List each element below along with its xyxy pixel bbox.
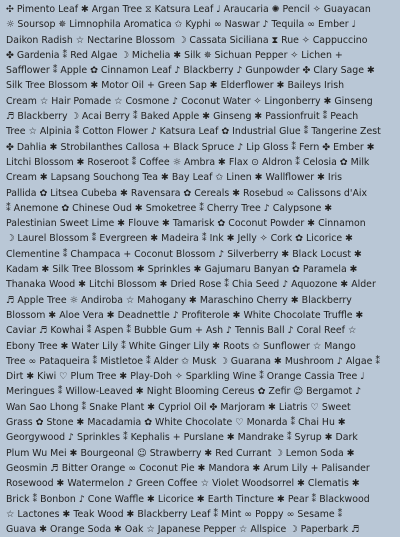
text-line: Blossom ✱ Aloe Vera ✱ Deadnettle ♪ Profiterole ✱ White Chocolate Truffle ✱ [6, 309, 364, 321]
text-line: ✣ Pimento Leaf ✱ Argan Tree ⧖ Katsura Leaf ♩ Araucaria ✺ Pencil ✧ Guayacan [6, 4, 371, 15]
text-line: Brick ⁑ Bonbon ♪ Cone Waffle ✱ Licorice ✱ Earth Tincture ✱ Pear ⁑ Blackwood [6, 493, 370, 505]
text-line: Clementine ⁑ Champaca + Coconut Blossom ♪ Silverberry ✱ Black Locust ✱ [6, 248, 362, 260]
text-line: Rosewood ✱ Watermelon ♪ Green Coffee ☆ Violet Woodsorrel ✱ Clematis ✱ [6, 478, 360, 490]
text-line: ☽ Laurel Blossom ⁑ Evergreen ✱ Madeira ⁑ Ink ✱ Jelly ✧ Cork ✿ Licorice ✱ [6, 233, 353, 245]
text-line: Plum Wu Mei ✱ Bourgeonal ☺ Strawberry ✱ Red Currant ☽ Lemon Soda ✱ [6, 447, 355, 459]
text-line: Silk Tree Blossom ✱ Motor Oil + Green Sap ✱ Elderflower ✱ Baileys Irish [6, 80, 345, 92]
text-line: Ebony Tree ✱ Water Lily ⁑ White Ginger Lily ✱ Roots ✩ Sunflower ☆ Mango [6, 340, 356, 352]
text-line: Georgywood ♪ Sprinkles ⁑ Kephalis + Purslane ✱ Mandrake ⁑ Syrup ✱ Dark [6, 432, 358, 444]
ingredient-word-list [6, 2, 398, 536]
text-line: Geosmin ♬ Bitter Orange ∞ Coconut Pie ✱ Mandora ✱ Arum Lily + Palisander [6, 462, 370, 474]
text-line: ✤ Dahlia ✱ Strobilanthes Callosa + Black Spruce ♪ Lip Gloss ⁑ Fern ✤ Ember ✱ [6, 141, 375, 153]
text-line: Guava ✱ Orange Soda ✱ Oak ☆ Japanese Pepper ☆ Allspice ☽ Paperbark ♬ [6, 524, 360, 536]
text-line: Litchi Blossom ✱ Roseroot ⁑ Coffee ☼ Ambra ✱ Flax ⊙ Aldron ⁑ Celosia ✿ Milk [6, 156, 370, 168]
text-line: Cream ☆ Hair Pomade ☆ Cosmone ♪ Coconut Water ✧ Lingonberry ✱ Ginseng [6, 95, 373, 107]
text-line: ☆ Lactones ✱ Teak Wood ✱ Blackberry Leaf ⁑ Mint ∞ Poppy ∞ Sesame ⁑ [6, 508, 343, 520]
text-line: Dirt ✱ Kiwi ♡ Plum Tree ✱ Play-Doh ✧ Sparkling Wine ⁑ Orange Cassia Tree ♩ [6, 371, 365, 383]
text-line: Wan Sao Lhong ⁑ Snake Plant ✱ Cypriol Oil ✤ Marjoram ✱ Liatris ♡ Sweet [6, 401, 351, 413]
text-line: ⁑ Anemone ✿ Chinese Oud ✱ Smoketree ⁑ Cherry Tree ♪ Calypsone ✱ [6, 202, 333, 214]
text-line: Tree ∞ Pataqueira ⁑ Mistletoe ⁑ Alder ✩ Musk ☽ Guarana ✱ Mushroom ♪ Algae ⁑ [6, 355, 381, 367]
text-line: Caviar ♬ Kowhai ⁑ Aspen ⁑ Bubble Gum + Ash ♪ Tennis Ball ♪ Coral Reef ☆ [6, 325, 357, 337]
text-line: Meringues ⁑ Willow-Leaved ✱ Night Blooming Cereus ✿ Zefir ☺ Bergamot ♪ [6, 386, 362, 398]
text-line: ✤ Gardenia ⁑ Red Algae ☽ Michelia ✱ Silk ✵ Sichuan Pepper ✧ Lichen + [6, 49, 343, 61]
text-line: ♬ Blackberry ☽ Acai Berry ⁑ Baked Apple ✱ Ginseng ✱ Passionfruit ⁑ Peach [6, 111, 359, 123]
text-line: ☼ Soursop ✵ Limnophila Aromatica ✩ Kyphi ∞ Naswar ♪ Tequila ∞ Ember ♩ [6, 19, 357, 31]
text-line: Thanaka Wood ✱ Litchi Blossom ✱ Dried Rose ⁑ Chia Seed ♪ Aquozone ✱ Alder [6, 279, 376, 291]
text-line: Daikon Radish ☆ Nectarine Blossom ☽ Cassata Siciliana ⧗ Rue ✧ Cappuccino [6, 34, 368, 46]
text-line: Tree ☆ Alpinia ⁑ Cotton Flower ♪ Katsura Leaf ✿ Industrial Glue ⁑ Tangerine Zest [6, 126, 381, 138]
text-line: Pallida ✿ Litsea Cubeba ✱ Ravensara ✿ Cereals ✱ Rosebud ∞ Calissons d'Aix [6, 187, 368, 199]
text-line: Safflower ⁑ Apple ✿ Cinnamon Leaf ♪ Blackberry ♪ Gunpowder ✤ Clary Sage ✱ [6, 65, 375, 77]
text-line: Grass ✿ Stone ✱ Macadamia ✿ White Chocolate ♡ Monarda ⁑ Chai Hu ✱ [6, 417, 346, 429]
text-line: Palestinian Sweet Lime ✱ Flouve ✱ Tamarisk ✿ Coconut Powder ✱ Cinnamon [6, 218, 366, 230]
text-line: Cream ✱ Lapsang Souchong Tea ✱ Bay Leaf ✩ Linen ✱ Wallflower ✱ Iris [6, 172, 343, 184]
text-line: ♬ Apple Tree ☼ Andiroba ☆ Mahogany ✱ Maraschino Cherry ✱ Blackberry [6, 294, 352, 306]
text-line: Kadam ✱ Silk Tree Blossom ✱ Sprinkles ✱ Gajumaru Banyan ✿ Paramela ✱ [6, 264, 358, 276]
